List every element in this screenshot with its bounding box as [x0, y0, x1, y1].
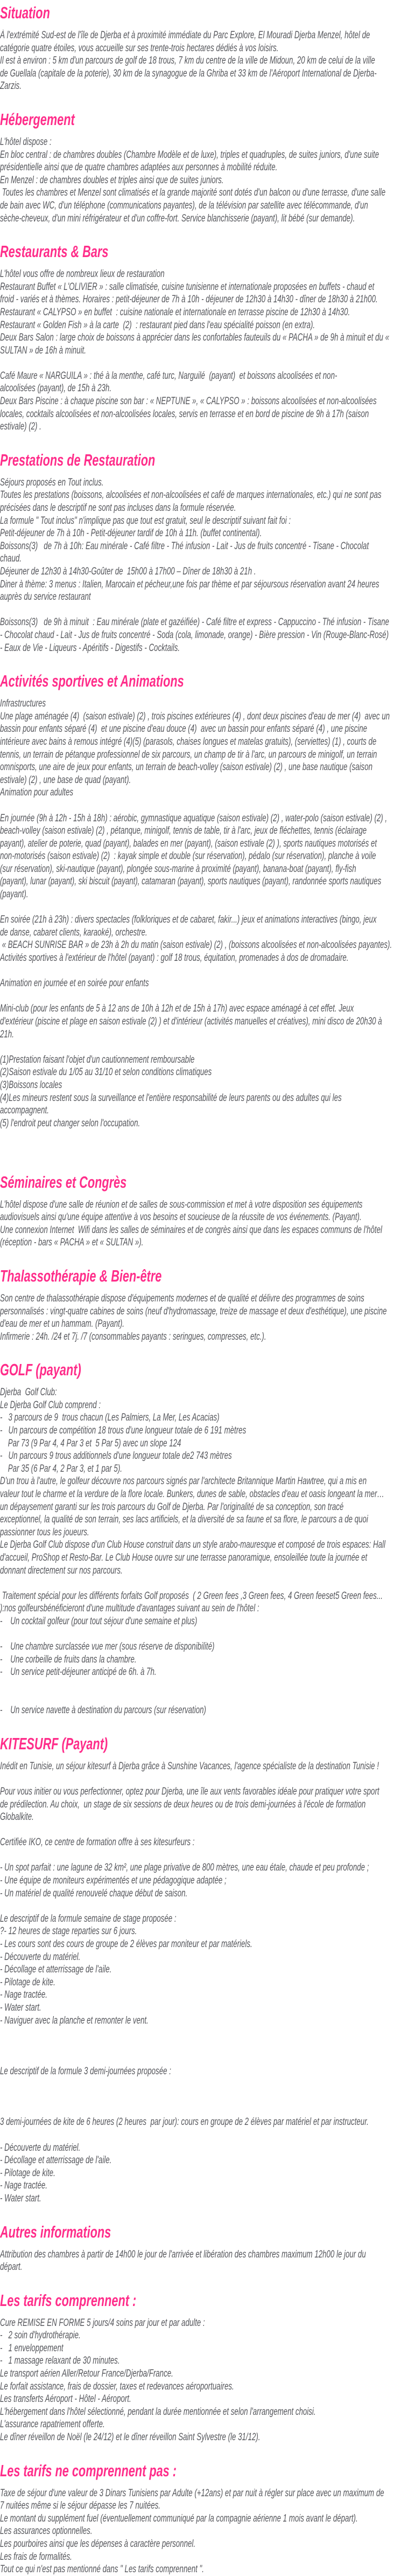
text-line: d'accueil, ProShop et Resto-Bar. Le Club House ouvre sur une terrasse panoramique, ensoleillée toute la journée et [0, 1552, 368, 1563]
text-line: Les frais de formalités. [0, 2551, 72, 2563]
text-line: Une connexion Internet Wifi dans les salles de séminaires et de congrès ainsi que dans les espaces communs de l'hôtel [0, 1224, 382, 1236]
text-line: un dépaysement garanti sur les trois parcours du Golf de Djerba. Par l'originalité de sa conception, son tracé [0, 1501, 344, 1513]
text-line: « BEACH SUNRISE BAR » de 23h à 2h du matin (saison estivale) (2) , (boissons alcoolisées et non-alcoolisées payantes). [0, 939, 392, 951]
text-line: L'hôtel dispose : [0, 136, 52, 148]
text-line: Le forfait assistance, frais de dossier, taxes et redevances aéroportuaires. [0, 2380, 234, 2392]
section-heading-thalassotherapie-bien-etre: Thalassothérapie & Bien-être [0, 1266, 162, 1285]
blank-line [0, 2027, 408, 2040]
text-line: - Découverte du matériel. [0, 1951, 81, 1963]
section-activites-sportives-animations [0, 669, 408, 1155]
text-line: L'hébergement dans l'hôtel sélectionné, pendant la durée mentionnée et selon l'arrangement choisi. [0, 2406, 316, 2418]
text-line: - Pilotage de kite. [0, 2167, 55, 2179]
text-line: ):nos golfeursbénéficieront d'une multitude d'avantages suivant au sein de l'hôtel : [0, 1603, 259, 1615]
text-line: - Naviguer avec la planche et remonter le vent. [0, 2014, 149, 2026]
text-line: En Menzel : de chambres doubles et triples ainsi que de suites juniors. [0, 174, 224, 186]
text-line: intérieure avec bains à remous intégré (4)(5) (parasols, chaises longues et matelas gratuits), (serviettes) (1) , courts de [0, 736, 377, 747]
text-line: auprès du service restaurant [0, 591, 91, 603]
text-line: personnalisés : vingt-quatre cabines de soins (neuf d'hydromassage, treize de massage et deux d'esthétique), une piscine [0, 1305, 387, 1317]
text-line: (payant). [0, 889, 29, 901]
section-heading-tarifs-ne-comprennent-pas: Les tarifs ne comprennent pas : [0, 2461, 177, 2480]
text-line: Petit-déjeuner de 7h à 10h - Petit-déjeuner tardif de 10h à 11h. (buffet continental). [0, 528, 262, 539]
text-line: Restaurant « Golden Fish » à la carte (2) : restaurant pied dans l'eau spécialité poisson (en extra). [0, 319, 315, 331]
section-situation [0, 1, 408, 93]
text-line: Le Djerba Golf Club dispose d'un Club House construit dans un style arabo-mauresque et composé de trois espaces: Hall [0, 1539, 385, 1551]
blank-line [0, 990, 408, 1003]
text-line: Attribution des chambres à partir de 14h00 le jour de l'arrivée et libération des chambres maximum 12h00 le jour du [0, 2248, 366, 2260]
text-line: Animation en journée et en soirée pour enfants [0, 978, 149, 989]
section-kitesurf [0, 1732, 408, 2205]
section-heading-activites-sportives-animations: Activités sportives et Animations [0, 671, 184, 691]
text-line: Séjours proposés en Tout inclus. [0, 476, 104, 488]
text-line: SULTAN » de 16h à minuit. [0, 344, 86, 356]
section-heading-restaurants-bars: Restaurants & Bars [0, 242, 109, 261]
text-line: - Un service navette à destination du parcours (sur réservation) [0, 1705, 206, 1716]
text-line: présidentielle ainsi que de quatre chambres adaptées aux personnes à mobilité réduite. [0, 162, 278, 174]
text-line: - Découverte du matériel. [0, 2142, 81, 2153]
text-line: locales, cocktails alcoolisées et non-alcoolisées locales, servis en terrasse et en bord de piscine de 9h à 17h (saison [0, 408, 369, 420]
section-heading-autres-informations: Autres informations [0, 2222, 111, 2241]
text-line: départ. [0, 2261, 23, 2273]
text-line: Inédit en Tunisie, un séjour kitesurf à Djerba grâce à Sunshine Vacances, l'agence spécialiste de la destination Tunisie ! [0, 1760, 379, 1772]
text-line: - Décollage et atterrissage de l'aile. [0, 2155, 112, 2166]
blank-line [0, 357, 408, 370]
blank-line [0, 901, 408, 914]
blank-line [0, 1628, 408, 1641]
text-line: - Pilotage de kite. [0, 1976, 55, 1988]
text-line: - Un parcours de compétition 18 trous d'une longueur totale de 6 191 mètres [0, 1425, 247, 1437]
text-line: Deux Bars Salon : large choix de boissons à apprécier dans les confortables fauteuils du « PACHA » de 9h à minuit et du « [0, 332, 390, 344]
text-line: Infrastructures [0, 698, 46, 710]
blank-line [0, 1824, 408, 1837]
text-line: d'eau de mer et un hammam. (Payant). [0, 1318, 124, 1330]
blank-line [0, 2090, 408, 2103]
text-line: (2)Saison estivale du 1/05 au 31/10 et selon conditions climatiques [0, 1067, 212, 1078]
text-line: (5) l'endroit peut changer selon l'occupation. [0, 1117, 140, 1129]
text-line: Globalkite. [0, 1811, 34, 1823]
text-line: Boissons(3) de 9h à minuit : Eau minérale (plate et gazéifiée) - Café filtre et express - Cappuccino - Thé infusion - Tisane [0, 617, 389, 628]
text-line: Le dîner réveillon de Noël (le 24/12) et le dîner réveillon Saint Sylvestre (le 31/12). [0, 2432, 261, 2443]
text-line: (payant), lunar (payant), ski biscuit (payant), catamaran (payant), sports nautiques (payant), randonnée sports nautiques [0, 876, 382, 888]
text-line: alcoolisées (payant), de 15h à 23h. [0, 383, 112, 394]
section-thalassotherapie-bien-etre [0, 1264, 408, 1343]
text-line: Déjeuner de 12h30 à 14h30-Goûter de 15h00 à 17h00 – Dîner de 18h30 à 21h . [0, 566, 256, 577]
blank-line [0, 1849, 408, 1862]
text-line: accompagnent. [0, 1105, 49, 1117]
text-line: En bloc central : de chambres doubles (Chambre Modèle et de luxe), triples et quadruples, de suites juniors, d'une suite [0, 149, 379, 161]
text-line: Les pourboires ainsi que les dépenses à caractère personnel. [0, 2538, 196, 2550]
blank-line [0, 1692, 408, 1705]
section-tarifs-ne-comprennent-pas [0, 2459, 408, 2576]
text-line: Taxe de séjour d'une valeur de 3 Dinars Tunisiens par Adulte (+12ans) et par nuit à régler sur place avec un maximum de [0, 2487, 384, 2499]
blank-line [0, 1900, 408, 1913]
text-line: - Nage tractée. [0, 2180, 47, 2192]
text-line: Son centre de thalassothérapie dispose d'équipements modernes et de qualité et délivre des programmes de soins [0, 1292, 364, 1304]
text-line: - Un parcours 9 trous additionnels d'une longueur totale de2 743 mètres [0, 1450, 232, 1462]
text-line: En journée (9h à 12h - 15h à 18h) : aérobic, gymnastique aquatique (saison estivale) (2) , water-polo (saison estivale) (2) , [0, 812, 388, 824]
text-line: Traitement spécial pour les différents forfaits Golf proposés ( 2 Green fees ,3 Green fees, 4 Green feeset5 Green fees... [0, 1590, 383, 1602]
text-line: bassin pour enfants séparé (4) et une piscine d'eau douce (4) avec un bassin pour enfants séparé (4) , une piscine [0, 723, 367, 735]
blank-line [0, 1142, 408, 1155]
text-line: - Water start. [0, 2192, 41, 2204]
text-line: Diner à thème: 3 menus : Italien, Marocain et pécheur,une fois par thème et par séjoursous réservation avant 24 heures [0, 578, 379, 590]
blank-line [0, 965, 408, 978]
text-line: beach-volley (saison estivale) (2) , pétanque, minigolf, tennis de table, tir à l'arc, jeux de fléchettes, tennis (éclairage [0, 825, 367, 837]
text-line: d'extérieur (piscine et plage en saison estivale (2) ) et d'intérieur (activités manuelles et créatives), mini disco de 20h30 à [0, 1016, 382, 1027]
text-line: Cure REMISE EN FORME 5 jours/4 soins par jour et par adulte : [0, 2317, 205, 2329]
text-line: Djerba Golf Club: [0, 1387, 57, 1398]
section-autres-informations [0, 2220, 408, 2274]
text-line: L'assurance rapatriement offerte. [0, 2419, 105, 2430]
text-line: Les transferts Aéroport - Hôtel - Aéroport. [0, 2393, 131, 2405]
text-line: précisées dans le descriptif ne sont pas incluses dans la formule réservée. [0, 502, 236, 514]
text-line: - 1 enveloppement [0, 2342, 64, 2354]
section-restaurants-bars [0, 240, 408, 433]
text-line: Certifiée IKO, ce centre de formation offre à ses kitesurfeurs : [0, 1837, 195, 1848]
section-heading-seminaires-congres: Séminaires et Congrès [0, 1172, 127, 1192]
text-line: - 3 parcours de 9 trous chacun (Les Palmiers, La Mer, Les Acacias) [0, 1412, 220, 1424]
text-line: 3 demi-journées de kite de 6 heures (2 heures par jour): cours en groupe de 2 élèves par matériel et par instructeur. [0, 2116, 369, 2128]
text-line: - Eaux de Vie - Liqueurs - Apéritifs - Digestifs - Cocktails. [0, 642, 180, 654]
blank-line [0, 2103, 408, 2116]
text-line: catégorie quatre étoiles, vous accueille sur ses trente-trois hectares dédiés à vos loisirs. [0, 42, 279, 54]
text-line: Café Maure « NARGUILA » : thé à la menthe, café turc, Narguilé (payant) et boissons alcoolisées et non- [0, 370, 337, 382]
text-line: D'un trou à l'autre, le golfeur découvre nos parcours signés par l'architecte Britannique Martin Hawtree, qui a mis en [0, 1476, 367, 1487]
text-line: 7 nuitées même si le séjour dépasse les 7 nuitées. [0, 2500, 160, 2512]
text-line: (réception - bars « PACHA » et « SULTAN »). [0, 1237, 144, 1249]
text-line: Tout ce qui n'est pas mentionné dans " Les tarifs comprennent ". [0, 2564, 204, 2575]
section-heading-kitesurf: KITESURF (Payant) [0, 1734, 108, 1753]
text-line: En soirée (21h à 23h) : divers spectacles (folkloriques et de cabaret, fakir...) jeux et animations interactives (bingo, jeux [0, 914, 377, 926]
text-line: de prédilection. Au choix, un stage de six sessions de deux heures ou de trois demi-journées à l'école de formation [0, 1798, 366, 1810]
text-line: - Une corbeille de fruits dans la chambre. [0, 1653, 137, 1665]
blank-line [0, 1679, 408, 1692]
section-prestations-restauration [0, 448, 408, 654]
text-line: Par 73 (9 Par 4, 4 Par 3 et 5 Par 5) avec un slope 124 [0, 1437, 181, 1449]
text-line: - Un service petit-déjeuner anticipé de 6h. à 7h. [0, 1666, 157, 1678]
text-line: Par 35 (6 Par 4, 2 Par 3, et 1 par 5). [0, 1463, 122, 1474]
text-line: - Un matériel de qualité renouvelé chaque début de saison. [0, 1887, 188, 1899]
text-line: - Décollage et atterrissage de l'aile. [0, 1964, 112, 1976]
text-line: estivale) (2) . [0, 421, 41, 433]
text-line: - Les cours sont des cours de groupe de 2 élèves par moniteur et par matériels. [0, 1938, 252, 1950]
text-line: non-motorisés (saison estivale) (2) : kayak simple et double (sur réservation), pédalo (sur réservation), planche à voile [0, 850, 376, 862]
section-heading-tarifs-comprennent: Les tarifs comprennent : [0, 2290, 137, 2310]
text-line: La formule " Tout inclus" n'implique pas que tout est gratuit, seul le descriptif suivant fait foi : [0, 515, 291, 527]
text-line: (1)Prestation faisant l'objet d'un cautionnement remboursable [0, 1054, 195, 1065]
text-line: chaud. [0, 553, 22, 565]
text-line: Toutes les chambres et Menzel sont climatisés et la grande majorité sont dotés d'un balcon ou d'une terrasse, d'une salle [0, 187, 386, 199]
blank-line [0, 2052, 408, 2065]
text-line: omnisports, une aire de jeux pour enfants, un terrain de beach-volley (saison estivale) (2) , une base nautique (saison [0, 761, 373, 773]
text-line: Deux Bars Piscine : à chaque piscine son bar : « NEPTUNE », « CALYPSO » : boissons alcoolisées et non-alcoolisées [0, 396, 377, 407]
blank-line [0, 2078, 408, 2091]
text-line: Mini-club (pour les enfants de 5 à 12 ans de 10h à 12h et de 15h à 17h) avec espace aménagé à cet effet. Jeux [0, 1003, 354, 1015]
blank-line [0, 1577, 408, 1590]
blank-line [0, 2129, 408, 2142]
text-line: Restaurant Buffet « L'OLIVIER » : salle climatisée, cuisine tunisienne et internationale proposées en buffets - chaud et [0, 281, 375, 293]
text-line: - Un cocktail golfeur (pour tout séjour d'une semaine et plus) [0, 1615, 198, 1627]
text-line: (4)Les mineurs restent sous la surveillance et l'entière responsabilité de leurs parents ou des adultes qui les [0, 1092, 342, 1104]
text-line: - 2 soin d'hydrothérapie. [0, 2330, 81, 2342]
blank-line [0, 2040, 408, 2053]
text-line: audiovisuels ainsi qu'une équipe attentive à vos besoins et soucieuse de la réussite de vos événements. (Payant). [0, 1211, 362, 1223]
text-line: À l'extrémité Sud-est de l'île de Djerba et à proximité immédiate du Parc Explore, El Mouradi Djerba Menzel, hôtel de [0, 30, 370, 41]
text-line: passionner tous les joueurs. [0, 1526, 89, 1538]
section-seminaires-congres [0, 1171, 408, 1249]
text-line: - Une équipe de moniteurs expérimentés et une pédagogique adaptée ; [0, 1875, 227, 1887]
text-line: Le montant du supplément fuel (éventuellement communiqué par la compagnie aérienne 1 mois avant le départ). [0, 2512, 358, 2524]
section-heading-golf: GOLF (payant) [0, 1360, 81, 1380]
text-line: - Chocolat chaud - Lait - Jus de fruits concentré - Soda (cola, limonade, orange) - Bière pression - Vin (Rouge-Blanc-Rosé) [0, 629, 389, 641]
text-line: tennis, un terrain de pétanque professionnel de six parcours, un champ de tir à l'arc, un parcours de minigolf, un terrain [0, 749, 377, 760]
text-line: Animation pour adultes [0, 787, 74, 799]
text-line: - Water start. [0, 2002, 41, 2013]
text-line: de danse, cabaret clients, karaoké), orchestre. [0, 926, 147, 938]
section-heading-situation: Situation [0, 3, 50, 22]
text-line: Il est à environ : 5 km d'un parcours de golf de 18 trous, 7 km du centre de la ville de Midoun, 20 km de celui de la ville [0, 55, 375, 67]
blank-line [0, 1772, 408, 1785]
text-line: exceptionnel, la qualité de son terrain, ses lacs artificiels, et la diversité de sa faune et sa flore, le parcours a de quoi [0, 1514, 368, 1526]
text-line: (sur réservation), ski-nautique (payant), plongée sous-marine à proximité (payant), banana-boat (payant), fly-fish [0, 863, 356, 875]
text-line: Infirmerie : 24h. /24 et 7j. /7 (consommables payants : seringues, compresses, etc.). [0, 1331, 266, 1342]
text-line: Les assurances optionnelles. [0, 2525, 93, 2537]
text-line: - Un spot parfait : une lagune de 32 km², une plage privative de 800 mètres, une eau étale, chaude et peu profonde ; [0, 1862, 369, 1874]
text-line: Toutes les prestations (boissons, alcoolisées et non-alcoolisées et café de marques internationales, etc.) qui ne sont pas [0, 489, 382, 501]
text-line: 21h. [0, 1028, 14, 1040]
text-line: Le descriptif de la formule 3 demi-journées proposée : [0, 2065, 171, 2077]
text-line: payant), atelier de poterie, quad (payant), balades en mer (payant), (saison estivale (2) ), sports nautiques motorisés et [0, 837, 377, 849]
section-golf [0, 1358, 408, 1716]
text-line: estivale) (2) , une base de quad (payant). [0, 774, 131, 786]
text-line: Pour vous initier ou vous perfectionner, optez pour Djerba, une île aux vents favorables idéale pour pratiquer votre sport [0, 1785, 379, 1797]
text-line: Restaurant « CALYPSO » en buffet : cuisine nationale et internationale en terrasse piscine de 12h30 à 14h30. [0, 306, 350, 318]
text-line: Zarzis. [0, 80, 22, 92]
text-line: Une plage aménagée (4) (saison estivale) (2) , trois piscines extérieures (4) , dont deux piscines d'eau de mer (4) avec un [0, 710, 390, 722]
text-line: de bain avec WC, d'un téléphone (communications payantes), de la télévision par satellite avec télécommande, d'un [0, 199, 368, 211]
text-line: de Guellala (capitale de la poterie), 30 km de la synagogue de la Ghriba et 33 km de l'Aéroport International de Djerba- [0, 67, 377, 79]
text-line: L'hôtel vous offre de nombreux lieux de restauration [0, 268, 165, 280]
text-line: ?- 12 heures de stage reparties sur 6 jours. [0, 1926, 137, 1937]
blank-line [0, 1130, 408, 1142]
text-line: Le transport aérien Aller/Retour France/Djerba/France. [0, 2368, 173, 2380]
text-line: Boissons(3) de 7h à 10h: Eau minérale - Café filtre - Thé infusion - Lait - Jus de fruits concentré - Tisane - Chocolat [0, 540, 369, 552]
text-line: - Nage tractée. [0, 1989, 47, 2001]
text-line: sèche-cheveux, d'un mini réfrigérateur et d'un coffre-fort. Service blanchisserie (payant), lit bébé (sur demande). [0, 212, 355, 224]
text-line: Le Djerba Golf Club comprend : [0, 1399, 101, 1411]
blank-line [0, 1041, 408, 1054]
text-line: - Une chambre surclassée vue mer (sous réserve de disponibilité) [0, 1641, 215, 1653]
text-line: froid - variés et à thèmes. Horaires : petit-déjeuner de 7h à 10h - déjeuner de 12h30 à 14h30 - dîner de 18h30 à 21h00. [0, 294, 378, 306]
text-line: - 1 massage relaxant de 30 minutes. [0, 2355, 120, 2367]
text-line: Activités sportives à l'extérieur de l'hôtel (payant) : golf 18 trous, équitation, promenades à dos de dromadaire. [0, 952, 349, 964]
section-heading-prestations-restauration: Prestations de Restauration [0, 450, 156, 469]
blank-line [0, 799, 408, 812]
text-line: L'hôtel dispose d'une salle de réunion et de salles de sous-commission et met à votre disposition ses équipements [0, 1199, 363, 1210]
blank-line [0, 604, 408, 617]
section-tarifs-comprennent [0, 2289, 408, 2444]
section-heading-hebergement: Hébergement [0, 109, 75, 129]
text-line: (3)Boissons locales [0, 1079, 62, 1091]
text-line: valeur tout le charme et la verdure de la flore locale. Bunkers, dunes de sable, obstacles d'eau et oasis longeant la mer… [0, 1488, 384, 1500]
text-line: donnant directement sur nos parcours. [0, 1564, 123, 1576]
text-line: Le descriptif de la formule semaine de stage proposée : [0, 1913, 177, 1924]
section-hebergement [0, 108, 408, 225]
